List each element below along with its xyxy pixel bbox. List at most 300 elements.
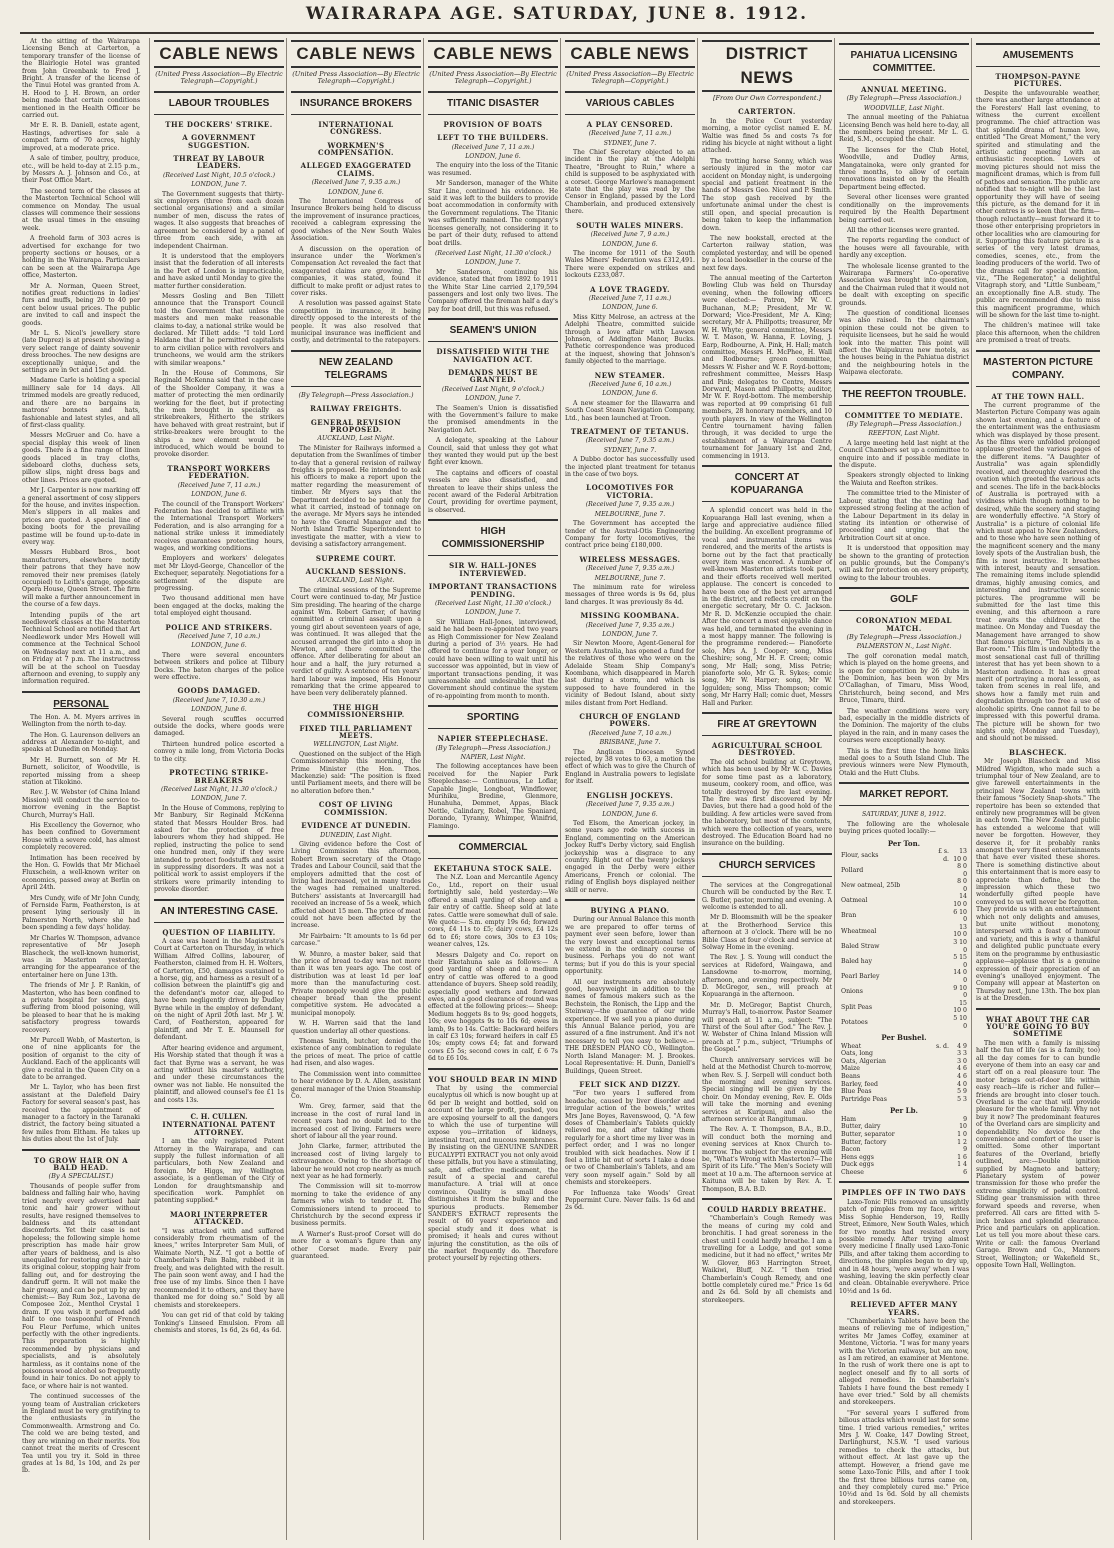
market-row bbox=[839, 1015, 969, 1030]
market-value bbox=[933, 1161, 951, 1169]
cable-news-sub: (United Press Association—By Electric Telegraph—Copyright.) bbox=[155, 70, 283, 86]
market-row bbox=[839, 1146, 969, 1154]
article-paragraph: The Seamen's Union is dissatisfied with the Government's failure to make the promised amendments in the Navigation Act. bbox=[428, 404, 558, 434]
market-value: 10 bbox=[959, 1123, 967, 1131]
article-paragraph: The following acceptances have been received for the Napier Park Steeplechase:— Continuous, Le Loflar, Capable Jingle, Longboat, Windflower, Murihiku, Bredine, Glenmore, Hunahuha, Demmet, Appas, Black Nettle, Calindary, Robel, The Spaniard, Dorando, Tyranny, Whimper, Winifrid, Flamingo. bbox=[428, 763, 558, 830]
article-paragraph: The following are the wholesale buying prices quoted locally:— bbox=[839, 820, 969, 836]
article-paragraph: The Chief Secretary objected to an incident in the play at the Adelphi Theatre, "Brought to Ruin," where a child is supposed to be asphyxiated with a corset. George Marlowe's management state that the play was read by the Censor in England, passed by the Lord Chamberlain, and produced extensively there. bbox=[565, 149, 695, 216]
market-value bbox=[933, 1123, 951, 1131]
church-services-heading: CHURCH SERVICES bbox=[702, 853, 832, 877]
dateline: LONDON, June 6. bbox=[602, 304, 658, 312]
market-value: 1 4 bbox=[957, 1161, 967, 1169]
loco-paras bbox=[565, 520, 695, 550]
article-paragraph: In the House of Commons, replying to Mr Banbury, Sir Reginald McKenna stated that Messrs Houlder Bros. had asked for the protection of free labourers whom they had shipped. He replied, instructing the police to send one hundred men, only if they were intended to protect foodstuffs and assist in suppressing disorders. It was not a political work to assist employers if the strikers were primarily intending to provoke disorder. bbox=[154, 804, 284, 894]
article-paragraph: The N.Z. Loan and Mercantile Agency Co., Ltd., report on their usual fortnightly sale, held yesterday:—We offered a small yarding of sheep and a fair entry of cattle. Sheep sold at late rates. Cattle were somewhat dull of sale. We quote:— S.m. empty 19s 6d; forward cows, £4 11s to £5; dairy cows, £4 12s 6d to £6; store cows, 30s to £3 10s; weaner calves, 12s. bbox=[428, 874, 558, 949]
insurance-subheading: INTERNATIONAL CONGRESS. bbox=[318, 119, 394, 137]
market-row bbox=[839, 1116, 969, 1124]
market-value: 5 9 bbox=[957, 1088, 967, 1096]
received-line: (Received June 7, 9.35 a.m.) bbox=[585, 801, 675, 809]
dateline: LONDON, June 6. bbox=[191, 706, 247, 714]
cable-news-sub: (United Press Association—By Electric Telegraph—Copyright.) bbox=[429, 70, 557, 86]
article-paragraph: A Dubbo doctor has successfully used the injected plant treatment for tetanus in the case of two boys. bbox=[565, 456, 695, 479]
dateline: LONDON, June 7. bbox=[191, 795, 247, 803]
cost-heading: COST OF LIVING COMMISSION. bbox=[318, 800, 394, 817]
article-paragraph: At the sitting of the Wairarapa Licensing Bench at Carterton, a temporary transfer of the license of the Blairlogie Hotel was granted from John Greenbank to Fred J. Bright. A transfer of the license of the Tinui Hotel was granted from A. H. Hood to J. H. Brown, an order being made that certain conditions mentioned in the Health Officer be carried out. bbox=[22, 38, 140, 120]
market-item: New oatmeal, 25lb bbox=[841, 882, 901, 890]
hc-heading: THE HIGH COMMISSIONERSHIP. bbox=[307, 702, 405, 720]
titanic-paras bbox=[428, 162, 558, 246]
car-paras bbox=[976, 1040, 1100, 1270]
cullen-name: C. H. CULLEN. bbox=[190, 1111, 248, 1121]
market-item: Ham bbox=[841, 1115, 856, 1123]
hc-paras bbox=[291, 751, 421, 795]
district-news-sub: [From Our Own Correspondent.] bbox=[712, 94, 822, 102]
column-6 bbox=[697, 38, 835, 1540]
market-row bbox=[839, 878, 969, 893]
market-row bbox=[839, 1161, 969, 1169]
concert-heading: CONCERT AT KOPUARANGA bbox=[702, 465, 832, 502]
love-heading: A LOVE TRAGEDY. bbox=[590, 284, 670, 294]
market-row bbox=[839, 969, 969, 984]
sporting-heading: SPORTING bbox=[428, 705, 558, 729]
market-row bbox=[839, 909, 969, 924]
market-item: Cheese bbox=[841, 1168, 864, 1176]
article-paragraph: Messrs Dalgety and Co. report on their Eketahuna sale as follows:— A good yarding of sheep and a medium entry of cattle was offered to a good attendance of buyers. Sheep sold readily, especially good wethers and forward ewes, and a good clearance of round was effected at the following prices:— Sheep: Medium hoggets 8s to 9s; good hoggets, 10s; ewe hoggets 9s to 10s 6d; ewes in lamb, 9s to 14s. Cattle: Backward heifers in calf £3 10s; forward heifers in calf £5 10s; empty cows £4; fat and forward cows £5 5s; second cows in calf, £ 6 7s 6d to £6 10s. bbox=[428, 951, 558, 1063]
article-paragraph: Thousands of people suffer from baldness and falling hair who, having tried nearly every advertised hair tonic and hair grower without results, have resigned themselves to baldness and its attendant discomforts. Yet their case is not hopeless; the following simple home prescription has made hair grow after years of baldness, and is also unequalled for restoring grey hair to its original colour, stopping hair from falling out, and for destroying the dandruff germ. It will not make the hair greasy, and can be put up by any chemist:— Bay Rum 3oz., Lavona de Composee 2oz., Menthol Crystal 1 dram. If you wish it perfumed add half to one teaspoonful of French Fou Fleur Perfume, which unites perfectly with the other ingredients. This preparation is highly recommended by physicians and specialists, and is absolutely harmless, as it contains none of the poisonous wood alcohol so frequently found in hair tonics. Do not apply to face, or where hair is not wanted. bbox=[22, 1182, 140, 1390]
tetanus-paras bbox=[565, 456, 695, 478]
article-paragraph: The children's matinee will take place this afternoon, when the children are promised a treat of treats. bbox=[976, 322, 1100, 345]
article-paragraph: The new bookstall, erected at the Carterton railway station, was completed yesterday, and will be opened by a local bookseller in the course of the next few days. bbox=[702, 234, 832, 272]
personal-heading: PERSONAL bbox=[53, 698, 109, 710]
thompson-heading: THOMPSON-PAYNE PICTURES. bbox=[995, 72, 1081, 89]
article-paragraph: Laxo-Tonic Pills removed an unsightly patch of pimples from my face, writes Miss Sophie Henderson, 19, Reilly Street, Enmore, New South Wales, which for two months had resisted every possible remedy. After trying almost every medicine I finally used Laxo-Tonic Pills, and after taking them according to directions, the pimples began to dry up, and in 48 hours, 'were away' when I was washing, leaving the skin perfectly clear and clean. Obtainable everywhere. Price 10½d and 1s 6d. bbox=[839, 1198, 969, 1295]
received-line: (Received June 7, 9.35 a.m.) bbox=[585, 565, 675, 573]
dateline: WELLINGTON, Last Night. bbox=[313, 741, 399, 749]
jockeys-heading: ENGLISH JOCKEYS. bbox=[586, 790, 674, 800]
sessions-heading: AUCKLAND SESSIONS. bbox=[305, 566, 407, 576]
article-paragraph: The trotting horse Sonny, which was seriously injured in the motor car accident on Monday night, is undergoing special and patient treatment in the hands of Messrs Geo. Nicol and P. Smith. The stop gash received by the unfortunate animal under the chest is still open, and special precaution is being taken to keep the inflammation down. bbox=[702, 157, 832, 232]
market-row bbox=[839, 1065, 969, 1073]
koombana-paras bbox=[565, 640, 695, 707]
rail-heading: RAILWAY FREIGHTS. bbox=[310, 404, 402, 414]
market-value bbox=[933, 1058, 951, 1066]
cullen-title: INTERNATIONAL PATENT ATTORNEY. bbox=[162, 1120, 276, 1137]
market-row bbox=[839, 1058, 969, 1066]
market-value: 4 0 bbox=[957, 1080, 967, 1088]
rail-paras bbox=[291, 445, 421, 549]
article-paragraph: All our instruments are absolutely good, heavyweight in addition to the names of famous makers such as the Bechstein, the Ronisch, the Lipp and the Steinway—the guarantee of our wide experience. If we sell you a piano during this Annual Balance period, you are assured of a fine instrument. And it's not necessary to tell you easy to believe.—THE DRESDEN PIANO CO., Wellington. North Island Manager: M. J. Brookes. Local Representative: H. Dunn, Daniell's Buildings, Queen Street. bbox=[565, 978, 695, 1075]
market-item: Bacon bbox=[841, 1146, 861, 1154]
hall-heading: SIR W. HALL-JONES INTERVIEWED. bbox=[449, 561, 537, 578]
article-paragraph: Mr J. Carpenter is now marking off a general assortment of cosy slippers for the house, and invites inspection. Men's slippers in all makes and prices are quoted. A special line of boxing boots for the prevailing pastime will be found up-to-date in every way. bbox=[22, 487, 140, 546]
article-paragraph: The friends of Mr J. P. Rankin, of Masterton, who has been confined to a private hospital for some days, suffering from blood poisoning, will be pleased to hear that he is making satisfactory progress towards recovery. bbox=[22, 982, 140, 1034]
market-value: 14 10 0 bbox=[953, 893, 967, 909]
market-item: Beans bbox=[841, 1072, 861, 1080]
article-paragraph: Mr L. Taylor, who has been first assistant at the Dalefield Dairy Factory for several season's past, has received the appointment of manager to a factory in the Taranaki district, the factory being situated a few miles from Eltham. He takes up his duties about the 1st of July. bbox=[22, 1084, 140, 1144]
market-table-ton bbox=[839, 848, 969, 1030]
article-paragraph: The Commission went into committee to hear evidence by D. A. Allen, assistant general manager of the Union Steamship Co. bbox=[291, 1070, 421, 1100]
market-value: 9 bbox=[963, 1146, 967, 1154]
article-paragraph: Madame Carle is holding a special millinery sale for 14 days. All trimmed models are greatly reduced, and there are no bargains in matrons' bonnets and hats, fashionable and latest styles, and all of first-class quality. bbox=[22, 377, 140, 429]
market-table-lb bbox=[839, 1116, 969, 1177]
reefton-heading: THE REEFTON TROUBLE. bbox=[839, 382, 969, 406]
article-paragraph: For Influenza take Woods' Great Peppermint Cure. Never fails. 1s 6d and 2s 6d. bbox=[565, 1189, 695, 1212]
article-paragraph: Mr D. Bloomsmith will be the speaker at the Brotherhood Service this afternoon at 3 o'clock. There will be no Bible Class at four o'clock and service at Solway Home in the evening. bbox=[702, 914, 832, 951]
column-1 bbox=[22, 38, 143, 1540]
article-paragraph: Questioned on the subject of the High Commissionership this morning, the Prime Minister (the Hon. Thos. Mackenzie) said: "The position is fixed until Parliament meets, and there will be no alteration before then." bbox=[291, 750, 421, 795]
market-row bbox=[839, 1139, 969, 1147]
article-paragraph: Thirteen hundred police escorted a convoy a mile long, from Victoria Docks to the city. bbox=[154, 740, 284, 763]
market-row bbox=[839, 1123, 969, 1131]
mpc-paras bbox=[976, 402, 1100, 743]
market-item: Potatoes bbox=[841, 1018, 868, 1026]
market-heading: MARKET REPORT. bbox=[839, 782, 969, 806]
article-paragraph: The criminal sessions of the Supreme Court were continued to-day, Mr Justice Sim presiding. The hearing of the charge against Wm. Robert Garner, of having committed a criminal assault upon a young girl about seventeen years of age, was continued. It was alleged that the accused arranged the girl into a shop in Newton, and there committed the offence. After deliberating for about an hour and a half, the jury returned a verdict of guilty. A sentence of ten years' hard labour was imposed, His Honour remarking that the crime appeared to have been very deliberately planned. bbox=[291, 586, 421, 698]
miners-paras bbox=[565, 250, 695, 280]
market-value bbox=[933, 954, 951, 969]
market-row bbox=[839, 1096, 969, 1104]
market-value: s. d. bbox=[935, 1042, 949, 1050]
article-paragraph: Mr E. R. B. Daniell, estate agent, Hastings, advertises for sale a compact farm of 70 acres, highly improved, at a moderate price. bbox=[22, 122, 140, 152]
received-line: (Received June 7, 9 a.m.) bbox=[590, 231, 670, 239]
cable-news-heading: CABLE NEWS bbox=[154, 40, 284, 68]
article-paragraph: In the Police Court yesterday morning, a motor cyclist named E. M. Waltie was fined 5s and costs 7s for riding his bicycle at night without a light attached. bbox=[702, 117, 832, 155]
dateline: LONDON, June 6. bbox=[602, 810, 658, 818]
article-paragraph: In the House of Commons, Sir Reginald McKenna said that in the case of the Shoolder Company, it was a matter of protecting the men ordinarily working for the fleet, but if protecting the men brought in specially as strikebreakers, Hitherto the strikers have behaved with great restraint, but if strike-breakers were brought to the ships a new element would be introduced, which would be bound to provoke disorder. bbox=[154, 370, 284, 459]
article-paragraph: The continued successes of the young team of Australian cricketers in England must be very gratifying to the enthusiasts in the Commonwealth. Armstrong and Co. The cold we are being tested, and they are winning on their merits. You cannot treat the merits of Crescent Tea until you try it. Sold in three grades at 1s 8d, 1s 10d, and 2s per lb. bbox=[22, 1393, 140, 1475]
article-paragraph: "For several years I suffered from bilious attacks which would last for some time. I tried various remedies," writes Mrs J. W. Coake, 147 Dowling Street, Darlinghurst, N.S.W. "I used various remedies to check the attacks, but without effect. At last gave up the attempt. However, a friend gave me some Laxo-Tonic Pills, and after I took the first three billious turns came on, and they completely cured me." Price 10½d and 1s 6d. Sold by all chemists and storekeepers. bbox=[839, 1409, 969, 1506]
article-paragraph: A resolution was passed against State competition in insurance, it being directly opposed to the interests of the people. It was also resolved that municipal insurance was inefficient and costly, and detrimental to the ratepayers. bbox=[291, 300, 421, 345]
market-item: Baled Straw bbox=[841, 942, 880, 950]
labour-paras bbox=[154, 191, 284, 459]
thompson-paras bbox=[976, 90, 1100, 345]
dateline: AUCKLAND, Last Night. bbox=[317, 577, 395, 585]
loco-heading: LOCOMOTIVES FOR VICTORIA. bbox=[586, 483, 674, 500]
boats-heading: PROVISION OF BOATS bbox=[443, 119, 543, 129]
article-paragraph: A case was heard in the Magistrate's Court at Carterton on Thursday, in which William Alfred Collins, labourer, of Featherston, claimed from H. H. Wolters, of Carterton, £50, damages sustained to a horse, gig, and harness as a result of a collision between the plaintiff's gig and the defendant's motor car, alleged to have been negligently driven by Dudley Byrne while in the employ of defendant, on the night of April 20th last. Mr J. W. Card, of Featherston, appeared for plaintiff, and Mr T. E. Maunsell for defendant. bbox=[154, 938, 284, 1042]
steamer-heading: NEW STEAMER. bbox=[594, 370, 666, 380]
market-value bbox=[933, 909, 951, 924]
market-value: 4 9 bbox=[957, 1042, 967, 1050]
dockers-heading: THE DOCKERS' STRIKE. bbox=[165, 119, 273, 129]
case-heading: AN INTERESTING CASE. bbox=[154, 899, 284, 923]
relieved-paras bbox=[839, 1318, 969, 1506]
article-paragraph: The Hon. G. Laurenson delivers an address at Alexander to-night, and speaks at Dunedin on Monday. bbox=[22, 731, 140, 754]
district-news-heading: DISTRICT NEWS bbox=[702, 40, 832, 92]
hc-heading: HIGH COMMISSIONERSHIP bbox=[428, 519, 558, 556]
hc-paras bbox=[428, 619, 558, 700]
market-value bbox=[933, 1169, 951, 1177]
article-paragraph: Messrs Gosling and Ben Tillett announce that the Transport Council told the Government that unless the masters and men make reasonable claims to-day, a national strike would be declared. Mr Tillett adds: "I told Lord Haldane that if he permitted capitalists to arm civilian police with revolvers and truncheons, we would arm the strikers with similar weapons." bbox=[154, 292, 284, 367]
article-paragraph: The weather conditions were very bad, especially in the middle districts of the Dominion. The majority of the clubs played in the rain, and in many cases the courses were exceptionally heavy. bbox=[839, 707, 969, 745]
received-line: (Received June 7, 11 a.m.) bbox=[451, 143, 535, 151]
article-paragraph: The Commission will sit to-morrow morning to take the evidence of any farmers who wish to tender it. The Commissioners intend to proceed to Christchurch by the second express if business permits. bbox=[291, 1183, 421, 1228]
dateline: SYDNEY, June 7. bbox=[603, 446, 657, 454]
article-paragraph: Messrs McGruer and Co. have a special display this week of linen goods. There is a fine range of linen goods placed in tray cloths, sideboard cloths, duchess sets, pillow slips, night dress bags and other lines. Prices are quoted. bbox=[22, 432, 140, 484]
dateline: AUCKLAND, Last Night. bbox=[317, 435, 395, 443]
article-paragraph: The council of the Transport Workers' Federation has decided to affiliate with the International Transport Workers' Federation, and is also arranging for a national strike unless it immediately receives guarantees protecting hours, wages, and working conditions. bbox=[154, 500, 284, 552]
article-paragraph: The services at the Congregational Church will be conducted by the Rev. T. G. Butler, pastor, morning and evening. A welcome is extended to all. bbox=[702, 881, 832, 911]
per-ton-heading: Per Ton. bbox=[887, 838, 921, 848]
market-item: Maize bbox=[841, 1065, 860, 1073]
coronation-heading: CORONATION MEDAL MATCH. bbox=[856, 616, 952, 633]
received-line: (Received June 7, 10.30 a.m.) bbox=[172, 696, 266, 704]
market-row bbox=[839, 1043, 969, 1051]
goods-paras bbox=[154, 716, 284, 763]
piano-heading: BUYING A PIANO. bbox=[590, 905, 670, 915]
market-item: Blue Peas bbox=[841, 1088, 872, 1096]
market-date: SATURDAY, JUNE 8, 1912. bbox=[862, 811, 946, 819]
article-paragraph: The Government suggests that thirty-six employers (three from each dozen sectional organisations) and a similar number of men, discuss the rates of wages. It also suggests that breaches of agreement be considered by a panel of three from each side, with an independent Chairman. bbox=[154, 190, 284, 250]
mpc-heading: MASTERTON PICTURE COMPANY. bbox=[976, 350, 1100, 387]
market-item: Bran bbox=[841, 912, 857, 920]
play-heading: A PLAY CENSORED. bbox=[586, 119, 674, 129]
transport-paras bbox=[154, 501, 284, 618]
blascheck-paras bbox=[976, 758, 1100, 1002]
market-row bbox=[839, 1050, 969, 1058]
liability-heading: QUESTION OF LIABILITY. bbox=[162, 927, 276, 937]
market-value: 6 bbox=[963, 1168, 967, 1176]
article-paragraph: Sir Newton Moore, Agent-General for Western Australia, has opened a fund for the relatives of those who were on the Adelaide Steam Ship Company's Koombana, which disappeared in March last during a storm, and which is supposed to have foundered in the vicinity of Bedout Island, about sixty miles distant from Port Hedland. bbox=[565, 640, 695, 707]
market-value bbox=[933, 1000, 951, 1015]
left-heading: LEFT TO THE BUILDERS. bbox=[437, 133, 549, 143]
dizzy-paras bbox=[565, 1090, 695, 1212]
cable-news-sub: (United Press Association—By Electric Telegraph—Copyright.) bbox=[292, 70, 420, 86]
protect-heading: PROTECTING STRIKE-BREAKERS bbox=[169, 768, 269, 785]
hair-subheading: (By A SPECIALIST.) bbox=[48, 1172, 114, 1181]
market-item: Butter, factory bbox=[841, 1138, 887, 1146]
market-item: Pollard bbox=[841, 866, 864, 874]
nz-telegrams-sub: (By Telegraph—Press Association.) bbox=[298, 390, 414, 399]
market-value: 5 15 0 bbox=[953, 954, 967, 969]
govt-heading: A GOVERNMENT SUGGESTION. bbox=[182, 133, 256, 150]
article-paragraph: "For two years I suffered from headache, caused by liver disorder and irregular action of the bowels," writes Mrs Jane Boyes, Ravenswood, Q. "A few doses of Chamberlain's Tablets quickly relieved me, and after taking them regularly for a short time my liver was in perfect order, and I was no longer troubled with sick headaches. Now if I feel a little bit out of sorts I take a dose or two of Chamberlain's Tablets, and am very soon myself again." Sold by all chemists and storekeepers. bbox=[565, 1090, 695, 1187]
market-item: Partridge Peas bbox=[841, 1095, 887, 1103]
article-paragraph: Mrs Cundy, wife of Mr John Cundy, of Fernside Farm, Featherston, is at present lying seriously ill in Palmerston North, where she had been spending a few days' holiday. bbox=[22, 894, 140, 932]
article-paragraph: The second term of the classes at the Masterton Technical School will commence on Monday. The usual classes will commence their sessions at the usual times in the ensuing week. bbox=[22, 187, 140, 232]
market-item: Wheatmeal bbox=[841, 927, 877, 935]
market-item: Hens eggs bbox=[841, 1153, 874, 1161]
relieved-heading: RELIEVED AFTER MANY YEARS. bbox=[850, 1300, 958, 1317]
market-item: Wheat bbox=[841, 1042, 862, 1050]
wireless-heading: WIRELESS MESSAGES. bbox=[579, 554, 681, 564]
dateline: LONDON, June 6. bbox=[191, 491, 247, 499]
insurance-paras bbox=[291, 198, 421, 345]
article-paragraph: The income for 1911 of the South Wales Miners' Federation was £312,491. There were expended on strikes and lockouts £233,087. bbox=[565, 249, 695, 280]
market-value: 5 3 bbox=[957, 1095, 967, 1103]
dizzy-heading: FELT SICK AND DIZZY. bbox=[579, 1079, 681, 1089]
article-paragraph: Mr Fairbairn: "It amounts to 1s 6d per carcase." bbox=[291, 932, 421, 948]
dateline: BRISBANE, June 7. bbox=[599, 739, 661, 747]
article-paragraph: Wm. Grey, farmer, said that the increase in the cost of rural land in recent years had no doubt led to the increased cost of living. Farmers were short of labour all the year round. bbox=[291, 1103, 421, 1140]
received-line: (Received June 7, 11 a.m.) bbox=[177, 481, 261, 489]
column-1-paras-1 bbox=[22, 38, 140, 686]
received-line: (Received June 7, 11 a.m.) bbox=[588, 294, 672, 302]
market-value: 4 6 bbox=[957, 1072, 967, 1080]
amusements-heading: AMUSEMENTS bbox=[976, 43, 1100, 67]
golf-paras bbox=[839, 653, 969, 778]
market-value: 3 3 bbox=[957, 1050, 967, 1058]
article-paragraph: Mr. D. McGregor, Baptist Church, Murray's Hall, to-morrow. Pastor Seamer will preach at 11 a.m., subject: "The Thirst of the Soul after God." The Rev. J. W. Webster of China Inland Mission will preach at 7 p.m., subject, "Triumphs of the Gospel." bbox=[702, 1001, 832, 1054]
dateline: MELBOURNE, June 7. bbox=[594, 574, 666, 582]
mediate-sub: (By Telegraph—Press Association.) bbox=[846, 420, 962, 429]
column-8 bbox=[971, 38, 1100, 1540]
cost-paras bbox=[291, 841, 421, 1261]
market-value: 13 10 0 bbox=[953, 847, 967, 863]
market-item: Baled hay bbox=[841, 958, 872, 966]
article-paragraph: Mr Joseph Blascheck and Miss Mildred Wigidton, who made such a triumphal tour of New Zealand, are to give farewell entertainments in the principal New Zealand towns with their famous "Society Snap-shots." The repertoire has been so extended that entirely new programmes will be given in each town. The New Zealand public has extended a welcome that will never be forgotten. However, they deserve it, for it probably ranks amongst the very finest entertainments that have ever visited these shores. There is something distinctive about this entertainment that is more easy to appreciate than define, but the impression which these two wonderfully gifted people have conveyed to us will never be forgotten. They provide us with an entertainment which not only delights and amuses, but unite without monotony, interspersed with a feast of humour and variety, and this is why a thankful and delighted public punctuate every item on the programme by enthusiastic applause—applause that is a genuine expression of their appreciation of an evening's unalloyed enjoyment. The Company will appear at Masterton on Thursday next, June 13th. The box plan is at the Dresden. bbox=[976, 758, 1100, 1003]
market-item: Flour, sacks bbox=[841, 851, 879, 859]
per-lb-heading: Per Lb. bbox=[890, 1106, 918, 1116]
article-paragraph: The committee tried to the Minister of Labour, stating that the meeting had expressed strong feeling at the action of the Labour Department in its delay in stating its intention or otherwise of proceeding and urging that the Arbitration Court sit at once. bbox=[839, 490, 969, 542]
article-paragraph: This is the first time the home links medal goes to a South Island Club. The previous winners were New Plymouth, Otaki and the Hutt Clubs. bbox=[839, 747, 969, 777]
market-value: 9 10 0 bbox=[953, 984, 967, 1000]
personal-paras bbox=[22, 714, 140, 1144]
market-row bbox=[839, 1000, 969, 1015]
police-paras bbox=[154, 652, 284, 682]
article-paragraph: Mr L. S. Nicol's jewellery store (late Duprez) is at present showing a very select range of dainty souvenir dress brooches. The new designs are exceptionally unique, and the settings are in 9ct and 15ct gold. bbox=[22, 330, 140, 375]
received-line: (Received June 6, 10 a.m.) bbox=[588, 381, 672, 388]
school-heading: AGRICULTURAL SCHOOL DESTROYED. bbox=[711, 741, 823, 758]
market-value bbox=[933, 1050, 951, 1058]
market-value: 3 0 bbox=[957, 1057, 967, 1065]
received-line: (Received Last Night, 11.30 o'clock.) bbox=[161, 785, 277, 793]
cable-news-heading: CABLE NEWS bbox=[565, 40, 695, 68]
breathe-paras bbox=[702, 1215, 832, 1304]
article-paragraph: Messrs Hubbard Bros., boot manufacturers, elsewhere notify their patrons that they have now removed their new premises (lately occupied) to Leith's garage, opposite Opera House, Queen Street. The firm will make a further announcement in the course of a few days. bbox=[22, 549, 140, 609]
car-heading: WHAT ABOUT THE CAR YOU'RE GOING TO BUY SOMETIME bbox=[986, 1014, 1090, 1039]
town-hall-heading: AT THE TOWN HALL. bbox=[991, 391, 1085, 401]
market-value: 8 0 0 bbox=[957, 863, 967, 878]
dateline: LONDON, June 6. bbox=[602, 240, 658, 248]
article-paragraph: The Anglican Diocesan Synod rejected, by 38 votes to 63, a motion the effect of which was to give the Church of England in Australia powers to legislate for itself. bbox=[565, 748, 695, 786]
market-row bbox=[839, 985, 969, 1000]
napier-paras bbox=[428, 763, 558, 830]
steamer-paras bbox=[565, 400, 695, 422]
received-line: (Received June 7, 9.35 a.m.) bbox=[311, 179, 401, 187]
demands-heading: DEMANDS MUST BE GRANTED. bbox=[448, 367, 538, 385]
love-paras bbox=[565, 314, 695, 366]
dateline: SYDNEY, June 7. bbox=[603, 139, 657, 147]
fire-paras bbox=[702, 759, 832, 848]
market-value: 8 0 0 bbox=[957, 878, 967, 893]
market-value bbox=[933, 1154, 951, 1162]
seamen-paras bbox=[428, 405, 558, 515]
market-value bbox=[933, 1146, 951, 1154]
market-row bbox=[839, 1088, 969, 1096]
market-value bbox=[933, 893, 951, 908]
play-paras bbox=[565, 149, 695, 216]
market-row bbox=[839, 924, 969, 939]
cullen-paras bbox=[154, 1138, 284, 1205]
article-paragraph: Thomas Smith, butcher, denied the existence of any combination to regulate the prices of meat. The price of cattle had risen, and also wages. bbox=[291, 1038, 421, 1068]
carterton-heading: CARTERTON. bbox=[738, 107, 796, 117]
cable-news-sub: (United Press Association—By Electric Telegraph—Copyright.) bbox=[566, 70, 694, 86]
article-paragraph: The minimum rate for wireless messages of three words is 9s 6d, plus land charges. It was previously 8s 4d. bbox=[565, 583, 695, 606]
hair-paras bbox=[22, 1183, 140, 1475]
received-line: (Received June 7, 11 a.m.) bbox=[588, 130, 672, 138]
article-paragraph: That by using the commercial eucalyptus oil which is now bought up at 6d per lb weight and bottled, sold on account of the large profit, pushed, you are exposing yourself to all the dangers to which the use of turpentine will expose you—irritation of kidneys, intestinal tract, and mucous membranes. By insisting on the GENUINE SANDER EUCALYPTI EXTRACT you not only avoid these pitfalls, but you have a stimulating, safe, and effective medicament, the result of a special and careful manufacture. A trial will at once convince. Quality is small dose distinguishes it from the bulky and the spurious products. Remember SANDER'S EXTRACT represents the result of 60 years' experience and special study and it does what is promised; it heals and cures without injuring the constitution, as the oils of the market frequently do. Therefore protect yourself by rejecting others. bbox=[428, 1085, 558, 1263]
article-paragraph: The annual meeting of the Carterton Bowling Club was held on Thursday evening, when the following officers were elected:— Patron, Mr W. C. Buchanan, M.P.; President, Mr W. Dorward; Vice-President, Mr A. King; secretary, Mr A. Phillpotts; treasurer, Mr W. H. Whyte; general committee, Messrs W. T. Mason, W. Hanna, F. Loving, J. Earp, Rodbourne, A. Pink, H. Hall; match committee, Messrs H. McPhee, H. Wall and Rodbourne; green committee, Messrs W. Fisher and W. F. Royd-bottom; refreshment committee, Messrs Hasp and Pink; delegates to Centre, Messrs Dorward, Mason and Phillpotts; auditor, Mr W. F. Royd-bottom. The membership was reported at 99 comprising 61 full members, 28 honorary members, and 10 youth players. In view of the Wellington Centre tournament having fallen through, it was decided to urge the establishment of a Wairarapa Centre tournament for January 1st and 2nd, commencing in 1913. bbox=[702, 274, 832, 460]
masthead-rule bbox=[20, 32, 1094, 34]
nz-telegrams-heading: NEW ZEALAND TELEGRAMS bbox=[291, 350, 421, 387]
market-intro bbox=[839, 821, 969, 836]
column-7 bbox=[834, 38, 972, 1540]
received-line: (Received June 7, 10 a.m.) bbox=[588, 729, 672, 737]
article-paragraph: A freehold farm of 303 acres is advertised for exchange for two property sections or houses, or a holding in the Wairarapa. Particulars can be seen at the Wairarapa Age office, Masterton. bbox=[22, 235, 140, 280]
article-paragraph: The reports regarding the conduct of the houses were all favourable, with hardly any exception. bbox=[839, 237, 969, 260]
important-heading: IMPORTANT TRANSACTIONS PENDING. bbox=[428, 582, 558, 599]
article-paragraph: Intimation has been received by the Hon. G. Fowlds that Mr Michael Fluxschein, a well-known writer on economics, passed away at Berlin on April 24th. bbox=[22, 854, 140, 892]
market-item: Barley, feed bbox=[841, 1080, 879, 1088]
blascheck-heading: BLASCHECK. bbox=[1009, 747, 1067, 757]
market-value: 1 6 bbox=[957, 1153, 967, 1161]
market-value bbox=[933, 1073, 951, 1081]
market-value bbox=[933, 1015, 951, 1030]
market-value: 14 0 0 bbox=[953, 969, 967, 984]
evidence-heading: EVIDENCE AT DUNEDIN. bbox=[301, 821, 411, 831]
article-paragraph: A new steamer for the Illawarra and South Coast Steam Navigation Company, Ltd., has been launched at Troon. bbox=[565, 399, 695, 422]
goods-heading: GOODS DAMAGED. bbox=[177, 686, 261, 696]
article-paragraph: The International Congress of Insurance Brokers being held to discuss the improvement of insurance practices, received a cablegram expressing the good wishes of the New South Wales Association. bbox=[291, 198, 421, 243]
dateline: LONDON, June 6. bbox=[328, 188, 384, 196]
market-row bbox=[839, 1081, 969, 1089]
dateline: LONDON, June 7. bbox=[465, 259, 521, 267]
market-value: 15 10 0 bbox=[953, 999, 967, 1015]
article-paragraph: The golf coronation medal match, which is played on the home greens, and is open for competition by 26 clubs in the Dominion, has been won by Mrs O'Callaghan, of Timaru, Miss Wood, Christchurch, being second, and Mrs Bruce, Timaru, third. bbox=[839, 652, 969, 705]
market-row bbox=[839, 1073, 969, 1081]
koombana-heading: MISSING KOOMBANA. bbox=[580, 611, 680, 621]
article-paragraph: The annual meeting of the Pahiatua Licensing Bench was held here to-day, all the members being present. Mr L. G. Reid, S.M., occupied the chair. bbox=[839, 114, 969, 144]
received-line: (Received Last Night, 11.30 o'clock.) bbox=[435, 599, 551, 607]
breathe-heading: COULD HARDLY BREATHE. bbox=[707, 1205, 827, 1214]
market-value: 5 10 0 bbox=[953, 1014, 967, 1030]
market-item: Pearl Barley bbox=[841, 973, 880, 981]
market-row bbox=[839, 1154, 969, 1162]
market-value: £ s. d. bbox=[937, 847, 949, 863]
market-item: Butter, dairy bbox=[841, 1123, 881, 1131]
article-paragraph: Despite the unfavourable weather, there was another large attendance at the Foresters' Hall last evening, to witness the current excellent programme. The chief attraction was that splendid drama of human love, entitled "The Great Moment," the very spirited and stimulating and the artistic acting meeting with an enthusiastic reception. Lovers of moving pictures should not miss the magnificent dramas, which is from full of pathos and sensation. The public are notified that to-night will be the last opportunity they will have of seeing this picture, as the demand for it in other centres is so keen that the firm—though reluctantly—must forward it to those other enterprising proprietors in other localities who are clamouring for it. Supporting this feature picture is a series of the very latest dramas, comedies, scenes, etc., from the leading producers of the world. Two of the dramas call for special mention, viz., "The Regenerator," a delightful Vitagraph story, and "Little Sunbeam," an exceptionally fine A.B. study. The public are recommended due to miss this magnificent programme, which will be shown for the last time to-night. bbox=[976, 89, 1100, 319]
maori-heading: MAORI INTERPRETER ATTACKED. bbox=[169, 1209, 269, 1227]
dateline: LONDON, June 6. bbox=[191, 642, 247, 650]
market-value: 1 0 bbox=[957, 1130, 967, 1138]
market-item: Oatmeal bbox=[841, 897, 868, 905]
dateline: NAPIER, Last Night. bbox=[460, 754, 526, 761]
dateline: LONDON, June 6. bbox=[602, 390, 658, 398]
hair-heading: TO GROW HAIR ON A BALD HEAD. bbox=[33, 1155, 129, 1173]
article-paragraph: The Government has accepted the tender of the Austral-Otis Engineering Company for forty locomotives, the contract price being £180,000. bbox=[565, 520, 695, 550]
protect-paras bbox=[154, 805, 284, 894]
annual-sub: (By Telegraph—Press Association.) bbox=[846, 94, 962, 103]
article-paragraph: The men with a family is missing half the fun of life (as is a family, too) all the day comes for to can bundle everyone of them into an easy car and start off on a real pleasure tour. The motor brings out-of-door life within easy reach—life is richer and fuller—friends are brought into closer touch. Overland is the car that will provide pleasure for the whole family. Why not buy it now? The predominant features of the Overland cars are simplicity and dependability. No device for the convenience and comfort of the user is omitted. Some other important features of the Overland, briefly outlined, are:—Double ignition supplied by Magneto and battery; Planetary system of power transmission for those who prefer the extreme simplicity of pedal control. Sliding gear transmission with three forward speeds and reverse, when preferred. All cars are fitted with 5-inch brakes and splendid clearance. Price and particulars on application. Let us tell you more about these cars. Write or call: the famous Overland Garage. Brown and Co., Manners Street, Wellington; or Wakefield St., opposite Town Hall, Wellington. bbox=[976, 1039, 1100, 1269]
received-line: (Received June 7, 10 a.m.) bbox=[177, 633, 261, 640]
article-paragraph: The captains and officers of coastal vessels are also dissatisfied, and threaten to leave their ships unless the recent award of the Federal Arbitration Court, providing for overtime payment, is observed. bbox=[428, 469, 558, 514]
market-value bbox=[933, 1096, 951, 1104]
dateline: WOODVILLE, Last Night. bbox=[863, 104, 945, 112]
market-value bbox=[933, 878, 951, 893]
article-paragraph: It is understood that opposition may be shown to the granting of protection on public grounds, but the Company's will ask for protection on every property, owing to the labour troubles. bbox=[839, 545, 969, 582]
article-paragraph: The Minister for Railways informed a deputation from the Swanlimes of timber to-day that a general revision of railway freights is proposed. He intended to ask his officers to make a report upon the matter regarding the measurement of timber. Mr Myers says that the Department decided to be paid only for what it carried, instead of tonnage on the average. Mr Myers says he intended to have the General Manager and the North Island Traffic Superintendent to investigate the matter, with a view to devising a satisfactory arrangement. bbox=[291, 444, 421, 549]
market-value bbox=[933, 863, 951, 878]
dateline: LONDON, June 7. bbox=[465, 609, 521, 617]
cable-news-heading: CABLE NEWS bbox=[291, 40, 421, 68]
market-table-bushel bbox=[839, 1043, 969, 1104]
pimples-heading: PIMPLES OFF IN TWO DAYS bbox=[841, 1188, 967, 1198]
market-item: Oats, Algerian bbox=[841, 1057, 887, 1065]
market-value bbox=[933, 1139, 951, 1147]
article-paragraph: A Warner's Rust-proof Corset will do more for a woman's figure than any other Corset made. Every pair guaranteed. bbox=[291, 1230, 421, 1261]
pimples-paras bbox=[839, 1199, 969, 1295]
